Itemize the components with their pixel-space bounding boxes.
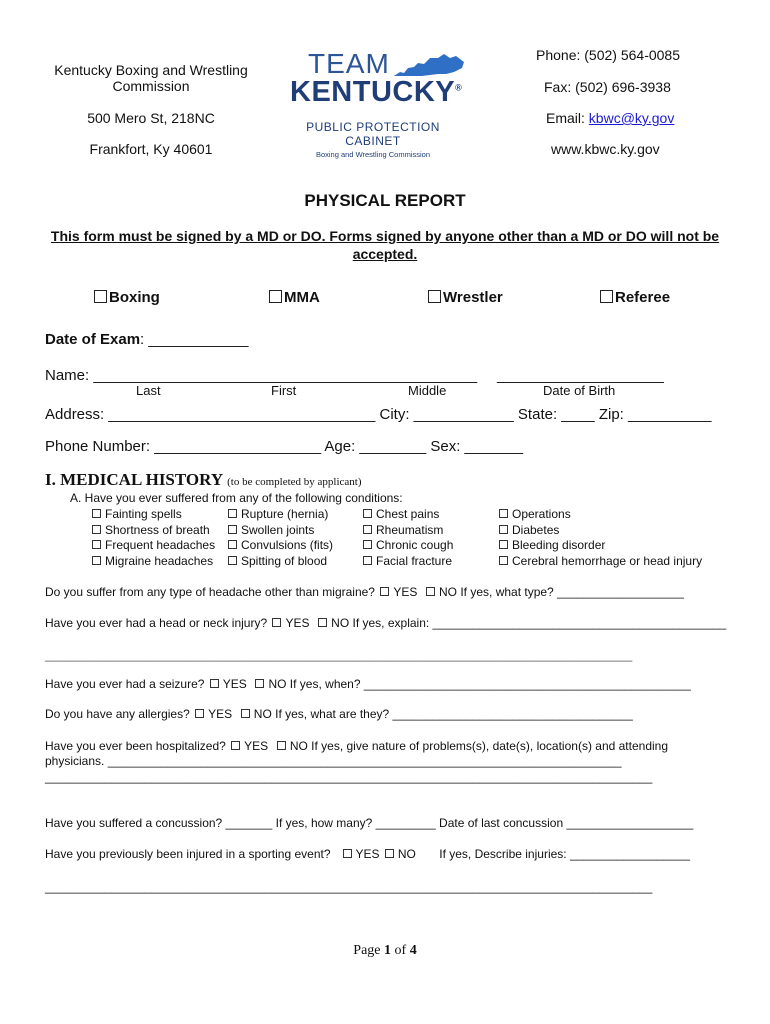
condition-label: Swollen joints (241, 522, 315, 537)
name-field[interactable]: Name: ______________________________________________ (45, 367, 478, 384)
condition-label: Operations (512, 507, 571, 521)
condition-label: Fainting spells (105, 507, 182, 521)
question-text: Have you previously been injured in a sporting event? (45, 847, 331, 861)
checkbox-icon[interactable] (363, 540, 372, 549)
page-label: Page (353, 943, 385, 958)
injuries-blank-line[interactable]: ___________________________________________________________________________________________ (45, 880, 653, 894)
no-checkbox-icon[interactable] (385, 849, 394, 858)
no-label: NO (397, 847, 416, 861)
conditions-col4 (497, 507, 702, 569)
fax-number: Fax: (502) 696-3938 (544, 79, 671, 95)
condition-item[interactable] (361, 507, 453, 523)
email-link[interactable]: kbwc@ky.gov (588, 110, 675, 126)
yes-checkbox-icon[interactable] (380, 587, 389, 596)
checkbox-icon[interactable] (228, 509, 237, 518)
logo-kentucky-text (290, 76, 462, 109)
email-label: Email: (546, 110, 589, 126)
checkbox-boxing-label: Boxing (109, 289, 160, 306)
condition-label: Chronic cough (376, 538, 454, 552)
question-text: Do you suffer from any type of headache other than migraine? (45, 585, 375, 599)
yes-label: YES (222, 677, 247, 691)
yes-label: YES (285, 616, 310, 630)
no-checkbox-icon[interactable] (255, 679, 264, 688)
question-text: Have you ever had a head or neck injury? (45, 616, 268, 630)
checkbox-icon[interactable] (499, 540, 508, 549)
section-medical-history-heading (45, 470, 362, 490)
name-middle-caption: Middle (408, 383, 447, 398)
condition-item[interactable] (90, 538, 215, 554)
checkbox-icon[interactable] (363, 556, 372, 565)
no-checkbox-icon[interactable] (318, 618, 327, 627)
question-tail[interactable]: If yes, Describe injuries: __________________ (439, 847, 691, 861)
condition-item[interactable] (226, 554, 333, 570)
checkbox-icon[interactable] (92, 525, 101, 534)
checkbox-icon[interactable] (363, 525, 372, 534)
checkbox-wrestler[interactable] (428, 289, 503, 306)
phone-age-sex-line[interactable]: Phone Number: ____________________ Age: ________ Sex: _______ (45, 438, 523, 455)
question-text: Have you ever been hospitalized? (45, 739, 226, 753)
condition-item[interactable] (361, 538, 453, 554)
logo-subtitle: Boxing and Wrestling Commission (315, 150, 431, 159)
no-checkbox-icon[interactable] (241, 709, 250, 718)
question-tail[interactable]: NO If yes, when? _________________________________________________ (268, 677, 691, 691)
checkbox-referee[interactable] (600, 289, 670, 306)
question-headache (45, 585, 684, 599)
phone-number: Phone: (502) 564-0085 (536, 47, 680, 63)
yes-checkbox-icon[interactable] (272, 618, 281, 627)
checkbox-icon[interactable] (499, 525, 508, 534)
page-of: of (391, 943, 410, 958)
checkbox-icon[interactable] (499, 556, 508, 565)
logo-kentucky-word: KENTUCKY (290, 76, 456, 108)
page-total: 4 (409, 943, 417, 958)
yes-label: YES (244, 739, 269, 753)
checkbox-icon[interactable] (269, 290, 282, 303)
condition-item[interactable] (90, 554, 215, 570)
condition-label: Diabetes (512, 522, 560, 537)
checkbox-mma-label: MMA (284, 289, 320, 306)
condition-label: Convulsions (fits) (241, 538, 334, 552)
org-street: 500 Mero St, 218NC (87, 110, 215, 126)
condition-label: Bleeding disorder (512, 538, 606, 552)
page-number (0, 943, 770, 959)
checkbox-icon[interactable] (428, 290, 441, 303)
yes-checkbox-icon[interactable] (210, 679, 219, 688)
condition-item[interactable] (497, 554, 702, 570)
condition-item[interactable] (90, 523, 215, 539)
name-last-caption: Last (136, 383, 161, 398)
conditions-col2 (226, 507, 333, 569)
question-hospitalized (45, 739, 668, 753)
question-seizure (45, 677, 691, 691)
conditions-col3 (361, 507, 453, 569)
question-tail[interactable]: NO If yes, what type? ___________________ (439, 585, 684, 599)
hospitalized-blank-line[interactable]: ___________________________________________________________________________________________ (45, 770, 653, 784)
page-current: 1 (384, 943, 392, 958)
question-text: Do you have any allergies? (45, 707, 190, 721)
condition-item[interactable] (226, 523, 333, 539)
conditions-col1 (90, 507, 215, 569)
checkbox-mma[interactable] (269, 289, 320, 306)
name-first-caption: First (271, 383, 297, 398)
condition-item[interactable] (497, 507, 702, 523)
date-of-exam-field[interactable] (45, 331, 249, 348)
team-kentucky-logo (288, 46, 474, 162)
checkbox-icon[interactable] (363, 509, 372, 518)
org-name (48, 62, 254, 94)
checkbox-icon[interactable] (92, 540, 101, 549)
logo-cabinet-line1: PUBLIC PROTECTION (306, 120, 440, 134)
question-tail[interactable]: NO If yes, what are they? ____________________________________ (253, 707, 633, 721)
yes-label: YES (393, 585, 418, 599)
condition-label: Spitting of blood (241, 553, 328, 568)
checkbox-icon[interactable] (499, 509, 508, 518)
website: www.kbwc.ky.gov (551, 141, 660, 157)
checkbox-wrestler-label: Wrestler (443, 289, 503, 306)
condition-item[interactable] (361, 554, 453, 570)
condition-label: Cerebral hemorrhage or head injury (512, 553, 703, 568)
condition-item[interactable] (361, 523, 453, 539)
logo-cabinet-line2: CABINET (345, 134, 401, 148)
checkbox-referee-label: Referee (615, 289, 671, 306)
checkbox-icon[interactable] (92, 509, 101, 518)
condition-label: Migraine headaches (105, 553, 214, 568)
org-name-line1: Kentucky Boxing and Wrestling (54, 62, 248, 78)
org-city: Frankfort, Ky 40601 (89, 141, 213, 157)
org-name-line2: Commission (112, 78, 190, 94)
yes-label: YES (355, 847, 380, 861)
question-allergies (45, 707, 633, 721)
section-heading-text: I. MEDICAL HISTORY (45, 470, 224, 489)
yes-checkbox-icon[interactable] (231, 741, 240, 750)
physicians-line[interactable]: physicians. _____________________________________________________________________________ (45, 754, 622, 768)
question-text: Have you ever had a seizure? (45, 677, 205, 691)
condition-label: Chest pains (376, 507, 440, 521)
question-tail: NO If yes, give nature of problems(s), date(s), location(s) and attending (289, 739, 669, 753)
question-head-injury (45, 616, 726, 630)
conditions-question: A. Have you ever suffered from any of the following conditions: (70, 491, 403, 505)
email (546, 110, 674, 126)
condition-item[interactable] (226, 538, 333, 554)
signature-notice: This form must be signed by a MD or DO. Forms signed by anyone other than a MD or DO will not be accepted. (50, 228, 720, 262)
address-line[interactable]: Address: ________________________________ City: ____________ State: ____ Zip: __________ (45, 406, 712, 423)
checkbox-icon[interactable] (600, 290, 613, 303)
condition-item[interactable] (90, 507, 215, 523)
question-sport-injury (45, 847, 690, 861)
yes-checkbox-icon[interactable] (195, 709, 204, 718)
dob-field[interactable]: ____________________ (497, 367, 664, 384)
checkbox-icon[interactable] (228, 525, 237, 534)
condition-label: Frequent headaches (105, 538, 216, 552)
logo-team-text: TEAM (308, 48, 390, 79)
condition-label: Rheumatism (376, 522, 444, 537)
checkbox-boxing[interactable] (94, 289, 160, 306)
dob-caption: Date of Birth (543, 383, 616, 398)
no-checkbox-icon[interactable] (277, 741, 286, 750)
question-tail[interactable]: NO If yes, explain: ____________________________________________ (331, 616, 727, 630)
checkbox-icon[interactable] (228, 556, 237, 565)
condition-item[interactable] (497, 538, 702, 554)
logo-registered-mark: ® (455, 82, 463, 93)
condition-item[interactable] (497, 523, 702, 539)
section-heading-note: (to be completed by applicant) (227, 476, 362, 488)
question-concussion[interactable]: Have you suffered a concussion? _______ If yes, how many? _________ Date of last concussion ___________________ (45, 816, 694, 830)
condition-label: Facial fracture (376, 553, 453, 568)
date-of-exam-blank[interactable]: : ____________ (140, 331, 249, 348)
date-of-exam-label: Date of Exam (45, 331, 141, 348)
yes-label: YES (208, 707, 233, 721)
condition-label: Rupture (hernia) (241, 507, 329, 521)
page-title: PHYSICAL REPORT (304, 191, 466, 210)
no-checkbox-icon[interactable] (426, 587, 435, 596)
checkbox-icon[interactable] (228, 540, 237, 549)
yes-checkbox-icon[interactable] (343, 849, 352, 858)
condition-label: Shortness of breath (105, 522, 210, 537)
condition-item[interactable] (226, 507, 333, 523)
checkbox-icon[interactable] (92, 556, 101, 565)
explain-blank-line[interactable]: ________________________________________________________________________________________ (45, 648, 633, 662)
checkbox-icon[interactable] (94, 290, 107, 303)
